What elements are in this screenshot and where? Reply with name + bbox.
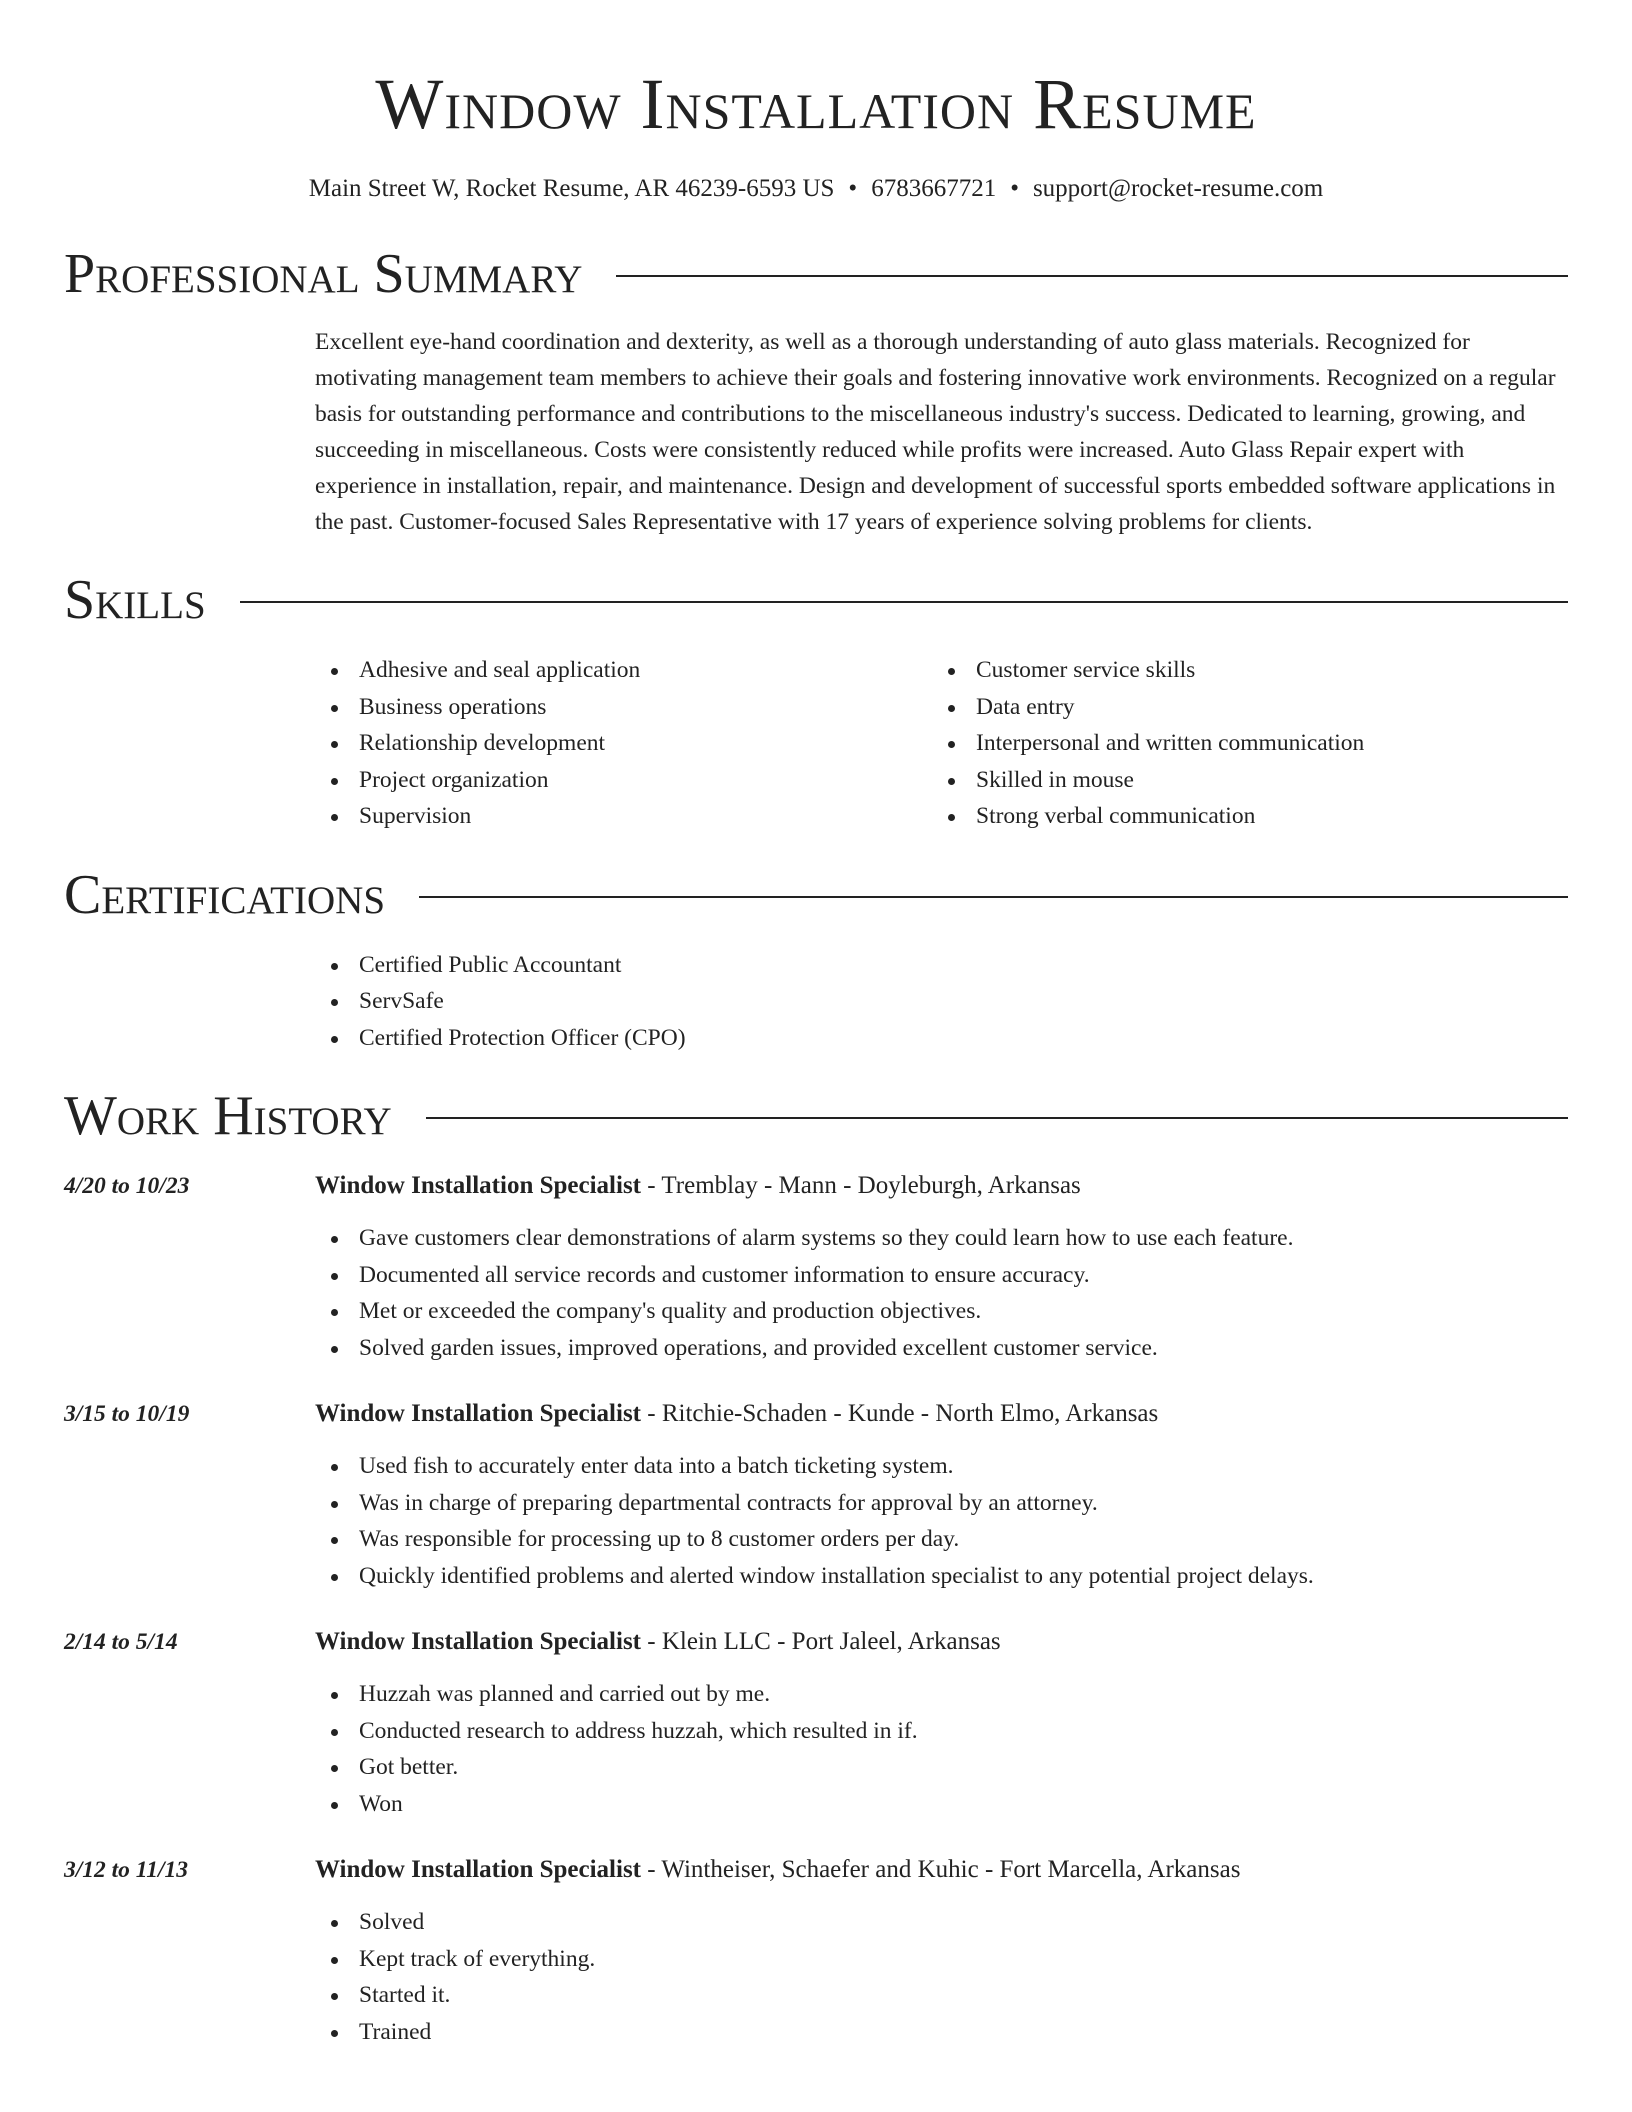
section-divider <box>419 896 1568 898</box>
summary-section-header <box>64 244 1568 304</box>
summary-section-title: Professional Summary <box>64 243 583 305</box>
job-employer: - Ritchie-Schaden - Kunde - North Elmo, Arkansas <box>641 1400 1159 1427</box>
skill-item: Supervision <box>315 798 932 835</box>
job-details <box>315 1396 1568 1594</box>
certification-item: ServSafe <box>315 983 1568 1020</box>
section-divider <box>616 275 1568 277</box>
job-heading <box>315 1624 1568 1660</box>
certifications-section-header <box>64 865 1568 925</box>
job-bullet: Kept track of everything. <box>315 1941 1568 1978</box>
job-employer: - Klein LLC - Port Jaleel, Arkansas <box>641 1628 1001 1655</box>
job-bullet: Solved garden issues, improved operations, and provided excellent customer service. <box>315 1330 1568 1367</box>
skills-column-left <box>315 652 932 835</box>
contact-line <box>64 174 1568 204</box>
skill-item: Adhesive and seal application <box>315 652 932 689</box>
contact-email: support@rocket-resume.com <box>1032 175 1324 202</box>
job-dates: 4/20 to 10/23 <box>64 1173 190 1199</box>
resume-name: Window Installation Resume <box>375 64 1257 144</box>
job-bullets <box>315 1220 1568 1366</box>
job-entry <box>64 1624 1568 1822</box>
job-heading <box>315 1168 1568 1204</box>
job-details <box>315 1168 1568 1366</box>
section-divider <box>426 1117 1568 1119</box>
skills-list <box>315 652 1568 835</box>
job-bullet: Got better. <box>315 1749 1568 1786</box>
job-bullet: Conducted research to address huzzah, which resulted in if. <box>315 1713 1568 1750</box>
job-title: Window Installation Specialist <box>315 1400 642 1427</box>
skill-item: Skilled in mouse <box>932 762 1549 799</box>
job-dates: 2/14 to 5/14 <box>64 1629 178 1655</box>
certification-item: Certified Protection Officer (CPO) <box>315 1020 1568 1057</box>
job-dates: 3/15 to 10/19 <box>64 1401 190 1427</box>
job-bullets <box>315 1676 1568 1822</box>
summary-text: Excellent eye-hand coordination and dexterity, as well as a thorough understanding of auto glass materials. Recognized for motivating management team members to achieve their goals and fostering innovative work environments. Recognized on a regular basis for outstanding performance and contributions to the miscellaneous industry's success. Dedicated to learning, growing, and succeeding in miscellaneous. Costs were consistently reduced while profits were increased. Auto Glass Repair expert with experience in installation, repair, and maintenance. Design and development of successful sports embedded software applications in the past. Customer-focused Sales Representative with 17 years of experience solving problems for clients. <box>315 329 1556 535</box>
job-bullet: Huzzah was planned and carried out by me. <box>315 1676 1568 1713</box>
job-heading <box>315 1396 1568 1432</box>
job-title: Window Installation Specialist <box>315 1172 642 1199</box>
skill-item: Relationship development <box>315 725 932 762</box>
work-history-section-header <box>64 1086 1568 1146</box>
skills-column-right <box>932 652 1549 835</box>
skill-item: Business operations <box>315 689 932 726</box>
contact-separator: • <box>848 175 858 202</box>
certifications-section-title: Certifications <box>64 863 386 926</box>
skill-item: Customer service skills <box>932 652 1549 689</box>
section-divider <box>240 601 1568 603</box>
job-entry <box>64 1852 1568 2050</box>
job-bullet: Was responsible for processing up to 8 customer orders per day. <box>315 1521 1568 1558</box>
job-bullet: Trained <box>315 2014 1568 2051</box>
contact-address: Main Street W, Rocket Resume, AR 46239-6593 US <box>308 175 835 202</box>
job-bullets <box>315 1448 1568 1594</box>
job-bullet: Gave customers clear demonstrations of alarm systems so they could learn how to use each feature. <box>315 1220 1568 1257</box>
job-bullet: Used fish to accurately enter data into a batch ticketing system. <box>315 1448 1568 1485</box>
resume-page <box>64 0 1568 2050</box>
job-entry <box>64 1396 1568 1594</box>
job-bullet: Quickly identified problems and alerted window installation specialist to any potential project delays. <box>315 1558 1568 1595</box>
job-bullet: Was in charge of preparing departmental contracts for approval by an attorney. <box>315 1485 1568 1522</box>
skill-item: Interpersonal and written communication <box>932 725 1549 762</box>
job-bullet: Won <box>315 1786 1568 1823</box>
job-details <box>315 1624 1568 1822</box>
job-bullet: Met or exceeded the company's quality and production objectives. <box>315 1293 1568 1330</box>
job-title: Window Installation Specialist <box>315 1856 642 1883</box>
work-history-section-title: Work History <box>64 1085 392 1147</box>
contact-phone: 6783667721 <box>871 175 997 202</box>
skills-section-title: Skills <box>64 569 206 631</box>
job-entry <box>64 1168 1568 1366</box>
job-bullet: Started it. <box>315 1977 1568 2014</box>
job-employer: - Wintheiser, Schaefer and Kuhic - Fort Marcella, Arkansas <box>641 1856 1241 1883</box>
job-bullet: Documented all service records and customer information to ensure accuracy. <box>315 1257 1568 1294</box>
skill-item: Strong verbal communication <box>932 798 1549 835</box>
contact-separator: • <box>1010 175 1019 202</box>
job-bullet: Solved <box>315 1904 1568 1941</box>
job-details <box>315 1852 1568 2050</box>
skills-section-header <box>64 570 1568 630</box>
job-bullets <box>315 1904 1568 2050</box>
job-title: Window Installation Specialist <box>315 1628 642 1655</box>
certifications-list <box>315 947 1568 1057</box>
job-heading <box>315 1852 1568 1888</box>
job-employer: - Tremblay - Mann - Doyleburgh, Arkansas <box>641 1172 1081 1199</box>
skill-item: Data entry <box>932 689 1549 726</box>
certification-item: Certified Public Accountant <box>315 947 1568 984</box>
job-dates: 3/12 to 11/13 <box>64 1857 189 1883</box>
skill-item: Project organization <box>315 762 932 799</box>
